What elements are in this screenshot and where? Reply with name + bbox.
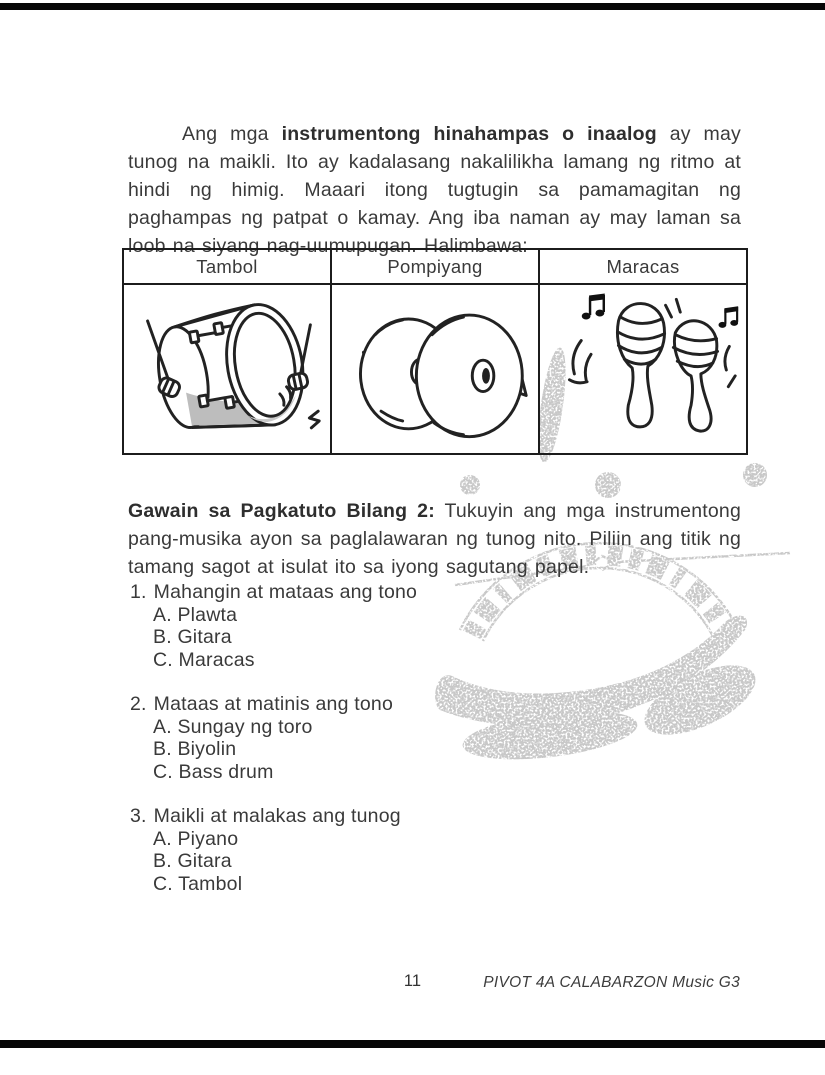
activity-title: Gawain sa Pagkatuto Bilang 2: xyxy=(128,499,435,522)
music-note-icon xyxy=(719,306,739,328)
intro-text-bold: instrumentong hinahampas o inaalog xyxy=(281,122,657,145)
question-1 xyxy=(130,581,610,671)
music-note-icon xyxy=(582,293,605,319)
cymbals-illustration xyxy=(334,287,536,451)
option-a: A. Plawta xyxy=(153,603,238,626)
question-2 xyxy=(130,693,610,783)
page-number: 11 xyxy=(403,972,422,990)
drum-cell xyxy=(123,284,331,454)
table-illustration-row xyxy=(123,284,747,454)
cymbals-cell xyxy=(331,284,539,454)
page-top-border xyxy=(0,3,825,10)
option-a: A. Sungay ng toro xyxy=(153,715,313,738)
intro-paragraph xyxy=(128,120,741,260)
option-c: C. Bass drum xyxy=(153,760,274,783)
table-header-row xyxy=(123,249,747,284)
option-a: A. Piyano xyxy=(153,827,239,850)
intro-text-suffix: ay may tunog na maikli. Ito ay kadalasang nakalilikha lamang ng ritmo at hindi ng himig. Maaari itong tugtugin sa pamamagitan ng paghampas ng patpat o kamay. Ang iba naman ay may laman sa loob na siyang nag-uumupugan. Halimbawa: xyxy=(128,122,741,257)
question-2-options xyxy=(153,716,610,784)
maracas-cell xyxy=(539,284,747,454)
question-list xyxy=(130,581,610,917)
question-3 xyxy=(130,805,610,895)
column-header-pompiyang: Pompiyang xyxy=(331,249,539,284)
question-1-options xyxy=(153,604,610,672)
option-b: B. Biyolin xyxy=(153,738,237,760)
option-b: B. Gitara xyxy=(153,850,232,872)
intro-text-prefix: Ang mga xyxy=(182,122,282,145)
option-c: C. Maracas xyxy=(153,648,255,671)
column-header-tambol: Tambol xyxy=(123,249,331,284)
question-3-text: 3. Maikli at malakas ang tunog xyxy=(130,805,401,827)
page-bottom-border xyxy=(0,1040,825,1048)
activity-text: Tukuyin ang mga instrumentong pang-musika ayon sa paglalawaran ng tunog nito. Piliin ang titik ng tamang sagot at isulat ito sa iyong sagutang papel. xyxy=(128,499,741,578)
drum-illustration xyxy=(126,287,328,451)
activity-instructions xyxy=(128,497,741,581)
option-b: B. Gitara xyxy=(153,626,232,648)
column-header-maracas: Maracas xyxy=(539,249,747,284)
question-2-text: 2. Mataas at matinis ang tono xyxy=(130,693,394,715)
footer-source-label: PIVOT 4A CALABARZON Music G3 xyxy=(483,974,740,991)
question-1-text: 1. Mahangin at mataas ang tono xyxy=(130,581,418,603)
instrument-examples-table xyxy=(122,248,748,455)
option-c: C. Tambol xyxy=(153,872,243,895)
maracas-illustration xyxy=(542,287,744,451)
question-3-options xyxy=(153,828,610,896)
